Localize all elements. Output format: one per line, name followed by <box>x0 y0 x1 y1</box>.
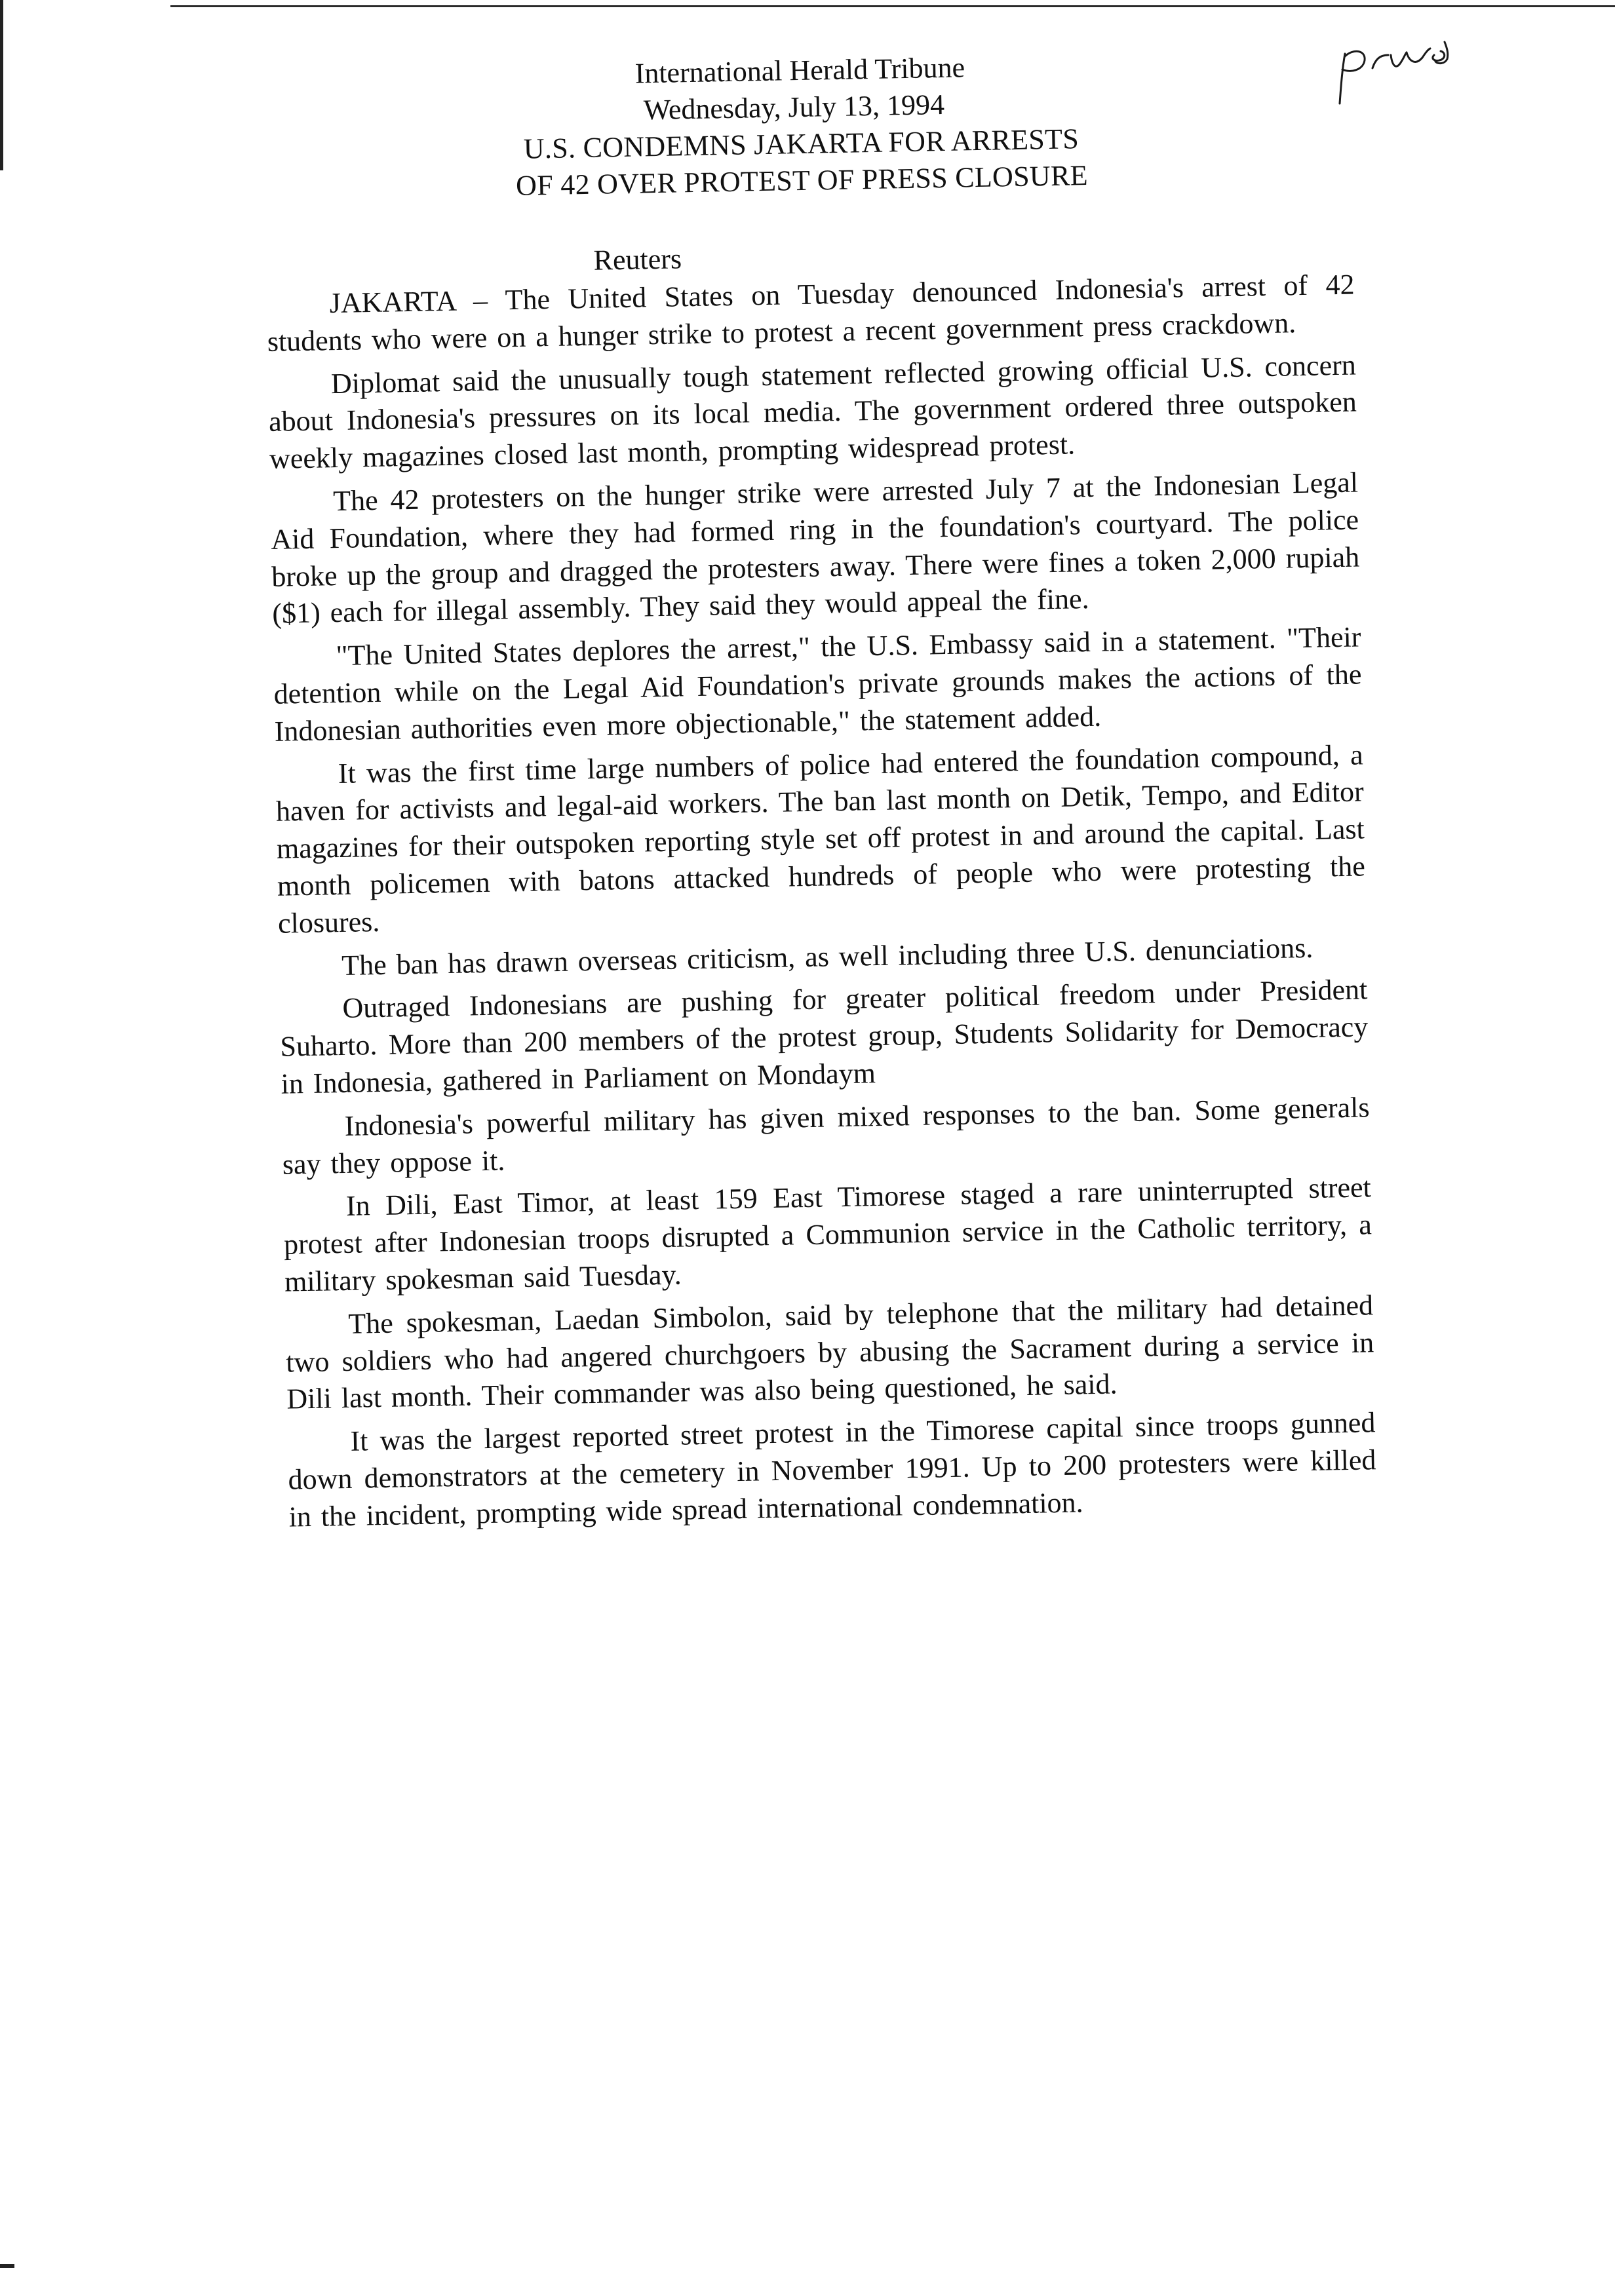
article-paragraph: It was the first time large numbers of police had entered the foundation compound, a haven for activists and legal-aid workers. The ban last month on Detik, Tempo, and Editor magazines for their outspoken reporting style set off protest in and around the capital. Last month policemen with batons attacked hundreds of people who were protesting the closures. <box>275 738 1366 940</box>
headline-line-1: U.S. CONDEMNS JAKARTA FOR ARRESTS <box>523 123 1080 165</box>
article-paragraph: Diplomat said the unusually tough statement reflected growing official U.S. concern about Indonesia's pressures on its local media. The government ordered three outspoken weekly magazines closed last month, prompting widespread protest. <box>268 349 1357 476</box>
article-paragraph: The ban has drawn overseas criticism, as well including three U.S. denunciations. <box>341 931 1313 982</box>
headline-line-2: OF 42 OVER PROTEST OF PRESS CLOSURE <box>515 159 1089 202</box>
scan-mark <box>0 2264 14 2268</box>
byline: Reuters <box>593 242 682 277</box>
article-paragraph: It was the largest reported street protest in the Timorese capital since troops gunned down demonstrators at the cemetery in November 1991. Up to 200 protesters were killed in the incident, prompting wide spread international condemnation. <box>288 1406 1376 1533</box>
publication-name: International Herald Tribune <box>634 51 965 90</box>
scan-edge-left <box>0 0 3 170</box>
document-page <box>262 41 1436 1542</box>
article-paragraph: The spokesman, Laedan Simbolon, said by telephone that the military had detained two soldiers who had angered churchgoers by abusing the Sacrament during a service in Dili last month. Their commander was also being questioned, he said. <box>285 1288 1374 1415</box>
article-paragraph: JAKARTA – The United States on Tuesday denounced Indonesia's arrest of 42 students who were on a hunger strike to protest a recent government press crackdown. <box>267 268 1355 358</box>
article-paragraph: "The United States deplores the arrest," the U.S. Embassy said in a statement. "Their detention while on the Legal Aid Foundation's private grounds makes the actions of the Indonesian authorities even more objectionable," the statement added. <box>273 621 1362 748</box>
article-paragraph: The 42 protesters on the hunger strike were arrested July 7 at the Indonesian Legal Aid Foundation, where they had formed ring in the foundation's courtyard. The police broke up the group and dragged the protesters away. There were fines a token 2,000 rupiah ($1) each for illegal assembly. They said they would appeal the fine. <box>270 466 1360 630</box>
article-paragraph: Outraged Indonesians are pushing for greater political freedom under President Suharto. More than 200 members of the protest group, Students Solidarity for Democracy in Indonesia, gathered in Parliament on Mondaym <box>280 973 1369 1100</box>
scan-edge-top <box>170 5 1615 7</box>
article-paragraph: Indonesia's powerful military has given mixed responses to the ban. Some generals say they oppose it. <box>282 1091 1370 1181</box>
publication-date: Wednesday, July 13, 1994 <box>643 88 945 126</box>
article-header <box>249 43 1353 210</box>
article-paragraph: In Dili, East Timor, at least 159 East Timorese staged a rare uninterrupted street protest after Indonesian troops disrupted a Communion service in the Catholic territory, a military spokesman said Tuesday. <box>283 1171 1372 1298</box>
article-body <box>266 267 1377 1537</box>
